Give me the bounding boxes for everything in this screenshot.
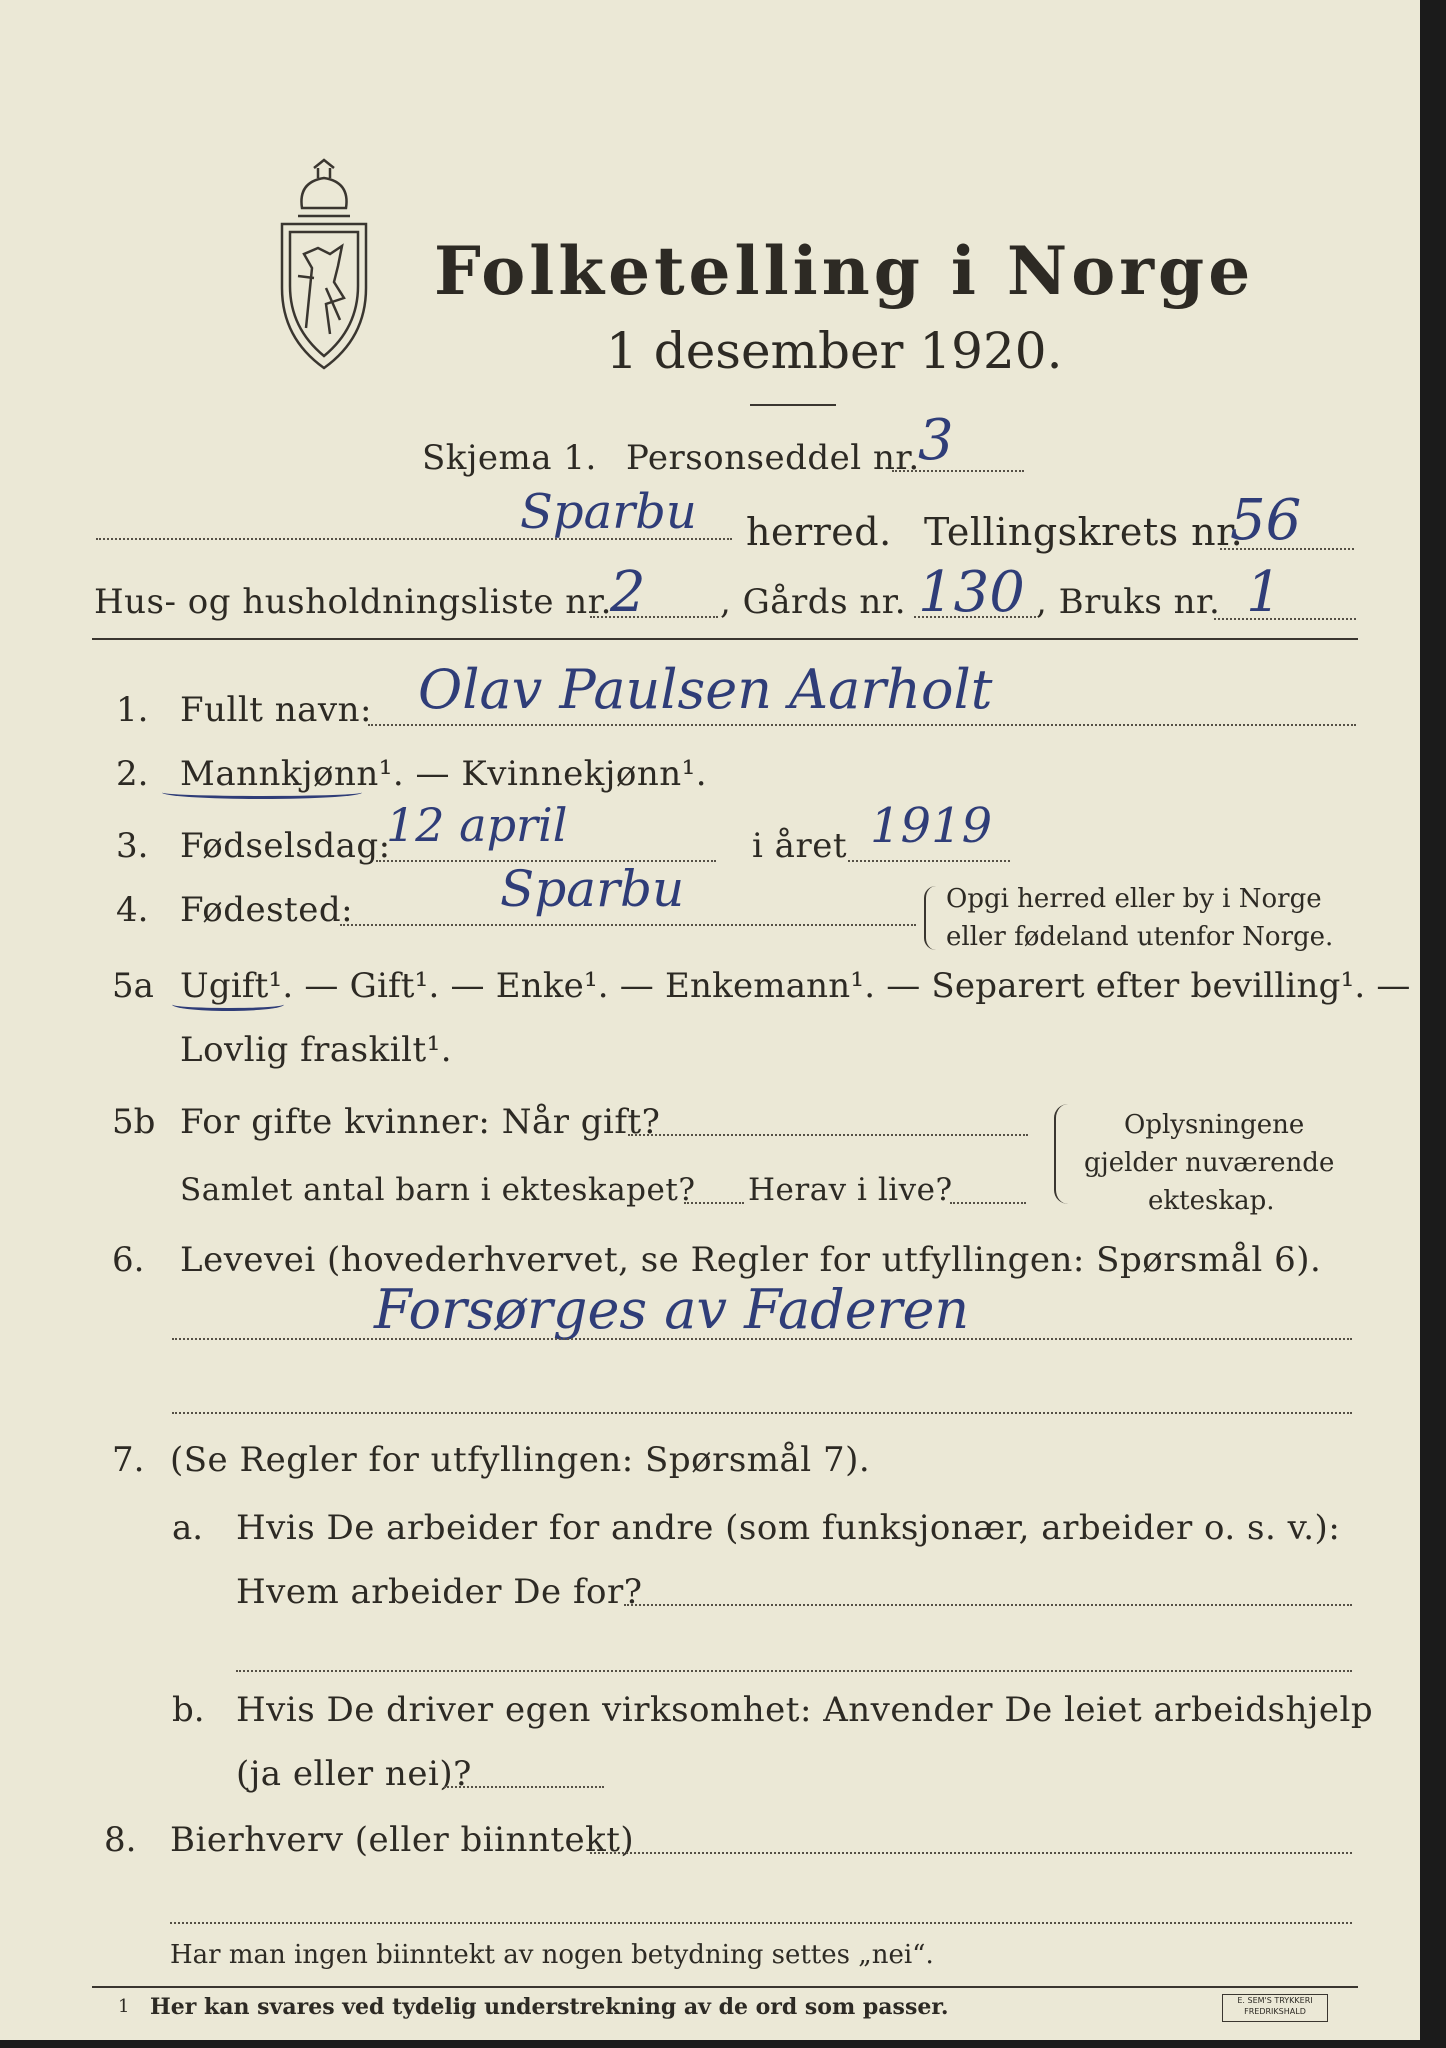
husholdning-label: Hus- og husholdningsliste nr.: [94, 582, 612, 622]
q8-note: Har man ingen biinntekt av nogen betydning settes „nei“.: [170, 1940, 934, 1970]
q1-number: 1.: [116, 690, 149, 730]
q6-label: Levevei (hovederhvervet, se Regler for utfyllingen: Spørsmål 6).: [180, 1240, 1322, 1280]
mannkjonn-underline-mark: [162, 786, 362, 799]
husholdning-value: 2: [610, 560, 646, 625]
q3-birthday-value: 12 april: [386, 798, 568, 852]
q7a-letter: a.: [172, 1508, 204, 1548]
q1-label: Fullt navn:: [180, 690, 372, 730]
q2-gender-options: Mannkjønn¹. — Kvinnekjønn¹.: [180, 754, 708, 794]
q4-label: Fødested:: [180, 890, 354, 930]
tellingskrets-value: 56: [1230, 488, 1302, 553]
q6-number: 6.: [112, 1240, 145, 1280]
footnote-mark: 1: [118, 1996, 130, 2017]
q4-note-line2: eller fødeland utenfor Norge.: [946, 922, 1334, 952]
norway-coat-of-arms-icon: [268, 158, 380, 373]
q4-note-line1: Opgi herred eller by i Norge: [946, 884, 1322, 914]
q8-label: Bierhverv (eller biinntekt): [170, 1820, 635, 1860]
bruks-label: , Bruks nr.: [1036, 582, 1221, 622]
q6-livelihood-value: Forsørges av Faderen: [374, 1278, 970, 1341]
q1-fullname-value: Olav Paulsen Aarholt: [418, 658, 993, 721]
gards-value: 130: [918, 560, 1025, 625]
q5b-line1: For gifte kvinner: Når gift?: [180, 1102, 661, 1142]
q7a-line1: Hvis De arbeider for andre (som funksjonær, arbeider o. s. v.):: [236, 1508, 1341, 1548]
herred-value: Sparbu: [520, 484, 697, 540]
footer-divider: [92, 1986, 1358, 1988]
q2-number: 2.: [116, 754, 149, 794]
q3-label: Fødselsdag:: [180, 826, 391, 866]
q5b-line2a: Samlet antal barn i ekteskapet?: [180, 1172, 696, 1208]
q7b-letter: b.: [172, 1690, 205, 1730]
skjema-label: Skjema 1.: [422, 438, 597, 478]
footnote-text: Her kan svares ved tydelig understrekning av de ord som passer.: [150, 1994, 949, 2020]
q8-number: 8.: [104, 1820, 137, 1860]
q5a-civil-status-line1: Ugift¹. — Gift¹. — Enke¹. — Enkemann¹. — Separert efter bevilling¹. —: [180, 966, 1411, 1006]
q5b-note-line2: gjelder nuværende: [1084, 1148, 1335, 1178]
q3-number: 3.: [116, 826, 149, 866]
q3-year-label: i året: [752, 826, 847, 866]
gards-label: , Gårds nr.: [720, 582, 907, 622]
q4-birthplace-value: Sparbu: [500, 860, 685, 918]
q3-year-value: 1919: [870, 798, 993, 854]
printer-stamp-line1: E. SEM'S TRYKKERI: [1237, 1996, 1313, 2005]
title-divider: [750, 404, 836, 406]
q7-number: 7.: [112, 1440, 145, 1480]
herred-label: herred.: [746, 510, 892, 554]
form-title: Folketelling i Norge: [434, 232, 1255, 310]
q4-number: 4.: [116, 890, 149, 930]
q5b-number: 5b: [112, 1102, 156, 1142]
q7-label: (Se Regler for utfyllingen: Spørsmål 7).: [170, 1440, 871, 1480]
printer-stamp: [1222, 1994, 1328, 2022]
q5b-note-line3: ekteskap.: [1148, 1186, 1275, 1216]
bruks-value: 1: [1246, 560, 1282, 625]
printer-stamp-line2: FREDRIKSHALD: [1244, 2007, 1306, 2016]
header-divider: [92, 638, 1358, 640]
q5b-line2b: Herav i live?: [748, 1172, 953, 1208]
tellingskrets-label: Tellingskrets nr.: [924, 510, 1244, 554]
q5b-note-line1: Oplysningene: [1124, 1110, 1305, 1140]
q7b-line2: (ja eller nei)?: [236, 1754, 472, 1794]
q5a-civil-status-line2: Lovlig fraskilt¹.: [180, 1030, 453, 1070]
personseddel-value: 3: [918, 408, 954, 473]
q7a-line2: Hvem arbeider De for?: [236, 1572, 643, 1612]
personseddel-label: Personseddel nr.: [626, 438, 920, 478]
q7b-line1: Hvis De driver egen virksomhet: Anvender De leiet arbeidshjelp: [236, 1690, 1374, 1730]
census-date: 1 desember 1920.: [606, 322, 1063, 380]
ugift-underline-mark: [172, 998, 284, 1011]
q5a-number: 5a: [112, 966, 154, 1006]
